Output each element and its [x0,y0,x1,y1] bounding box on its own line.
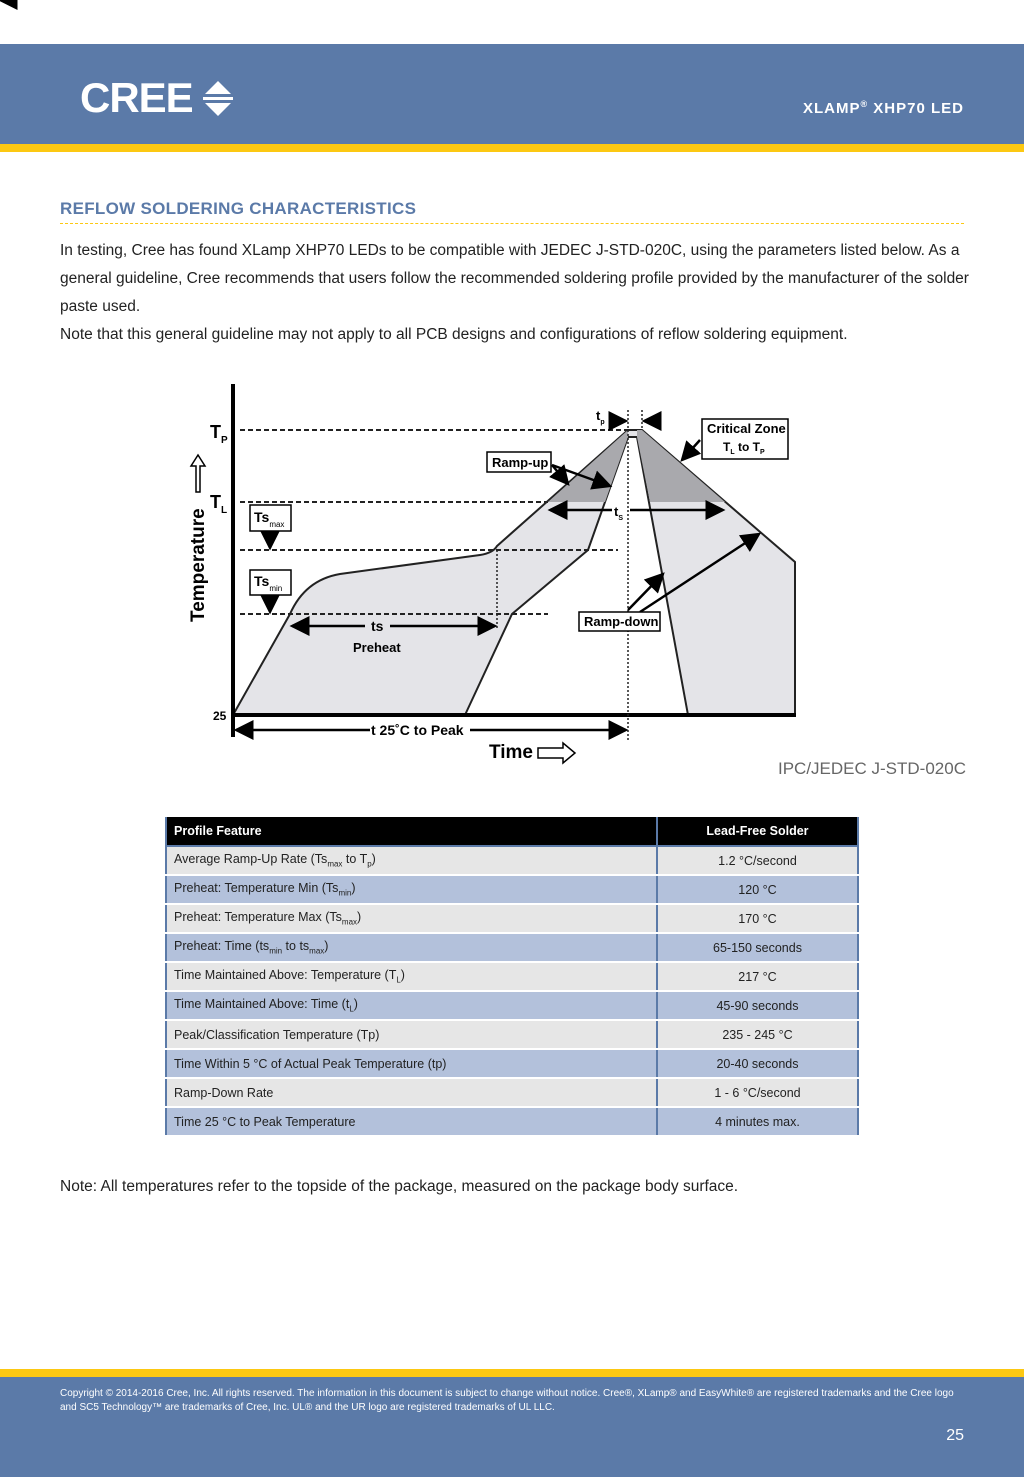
feature-text: Time 25 °C to Peak Temperature [174,1114,356,1129]
feature-text: Time Maintained Above: Temperature (T [174,968,397,983]
table-row [166,933,858,962]
profile-feature-cell [166,1049,657,1078]
ramp-down-label [579,612,660,631]
profile-feature-cell [166,1020,657,1049]
ts-time-label: $t_S$ [614,504,624,522]
subscript: min [338,888,352,898]
feature-text: to ts [282,939,310,954]
subscript: p [367,859,372,869]
tsmin-label [250,570,291,595]
page-number: 25 [946,1427,964,1444]
feature-text: Preheat: Time (ts [174,939,270,954]
lead-free-value-cell: 217 °C [657,962,858,991]
ts-label: ts [371,618,384,634]
feature-text: ) [357,910,362,925]
table-row [166,904,858,933]
svg-text:Tsmax: $Ts_{max}$ [254,509,285,529]
subscript: min [269,946,283,956]
temperature-note: Note: All temperatures refer to the topside of the package, measured on the package body surface. [60,1178,739,1195]
feature-text: ) [371,852,376,867]
feature-text: Preheat: Temperature Max (Ts [174,910,342,925]
table-row [166,1078,858,1107]
subscript: max [341,917,358,927]
feature-text: ) [351,881,356,896]
section-title: REFLOW SOLDERING CHARACTERISTICS [60,199,417,218]
lead-free-value-cell: 235 - 245 °C [657,1020,858,1049]
table-row [166,991,858,1020]
profile-feature-cell [166,875,657,904]
feature-text: Ramp-Down Rate [174,1085,274,1100]
table-row [166,846,858,875]
diagram-source: IPC/JEDEC J-STD-020C [778,759,966,778]
svg-text:Ramp-up: Ramp-up [492,455,549,470]
page-footer [0,1377,1024,1477]
header-lead-free-solder: Lead-Free Solder [657,817,858,846]
profile-feature-cell [166,1078,657,1107]
reflow-table [165,817,859,1137]
subscript: L [349,1004,354,1014]
up-arrow-icon [191,455,205,492]
profile-feature-cell [166,846,657,875]
feature-text: Time Within 5 °C of Actual Peak Temperature (tp) [174,1056,447,1071]
lead-free-value-cell: 170 °C [657,904,858,933]
footer-stripe [0,1369,1024,1377]
feature-text: Preheat: Temperature Min (Ts [174,881,339,896]
svg-text:TL to TP: $T_L$ to $T_P$ [723,440,765,456]
feature-text: ) [324,939,329,954]
lead-free-value-cell: 120 °C [657,875,858,904]
preheat-label: Preheat [353,640,401,655]
lead-free-value-cell: 1.2 °C/second [657,846,858,875]
lead-free-value-cell: 45-90 seconds [657,991,858,1020]
feature-text: Time Maintained Above: Time (t [174,997,350,1012]
table-row [166,1020,858,1049]
lead-free-value-cell: 20-40 seconds [657,1049,858,1078]
ramp-up-label [487,452,551,472]
table-row [166,1107,858,1136]
table-row [166,875,858,904]
y-axis-label [188,455,209,622]
profile-feature-cell [166,962,657,991]
product-name: XLAMP® XHP70 LED [802,99,964,117]
right-arrow-icon [538,743,575,763]
profile-feature-cell [166,904,657,933]
tp-label: $T_P$ [210,422,228,446]
base-temp-label: 25 [213,709,227,723]
table-row [166,962,858,991]
svg-text:Tsmin: $Ts_{min}$ [254,573,283,593]
feature-text: ) [400,968,405,983]
profile-feature-cell [166,933,657,962]
lead-free-value-cell: 65-150 seconds [657,933,858,962]
x-axis-label: Time [489,742,534,763]
feature-text: Peak/Classification Temperature (Tp) [174,1027,380,1042]
tp-time-label: $t_p$ [596,408,605,426]
subscript: max [309,946,325,956]
profile-feature-cell [166,1107,657,1136]
svg-text:Temperature: Temperature [188,508,209,622]
lead-free-value-cell: 1 - 6 °C/second [657,1078,858,1107]
logo-text: CREE [80,74,193,121]
intro-paragraph: In testing, Cree has found XLamp XHP70 LEDs to be compatible with JEDEC J-STD-020C, using the parameters listed below. As a general guideline, Cree recommends that users follow the recommended soldering profile provided by the manufacturer of the solder paste used. [60,242,969,315]
svg-text:Ramp-down: Ramp-down [584,614,659,629]
lead-free-value-cell: 4 minutes max. [657,1107,858,1136]
critical-zone-label [702,419,788,459]
profile-feature-cell [166,991,657,1020]
subscript: L [396,975,401,985]
tl-label: $T_L$ [210,492,228,516]
t25-to-peak-label: t 25˚C to Peak [371,722,464,738]
guideline-note: Note that this general guideline may not apply to all PCB designs and configurations of reflow soldering equipment. [60,326,848,343]
subscript: max [327,859,343,869]
header-profile-feature: Profile Feature [166,817,657,846]
tsmax-label [250,505,291,531]
feature-text: ) [353,997,358,1012]
svg-text:Critical Zone: Critical Zone [707,421,786,436]
feature-text: Average Ramp-Up Rate (Ts [174,852,328,867]
feature-text: to T [342,852,368,867]
copyright-text: Copyright © 2014-2016 Cree, Inc. All rights reserved. The information in this document is subject to change without notice. Cree®, XLamp® and EasyWhite® are registered trademarks and the Cree logo and SC5 Technology™ are trademarks of Cree, Inc. UL® and the UR logo are registered trademarks of UL LLC. [60,1388,954,1413]
table-row [166,1049,858,1078]
